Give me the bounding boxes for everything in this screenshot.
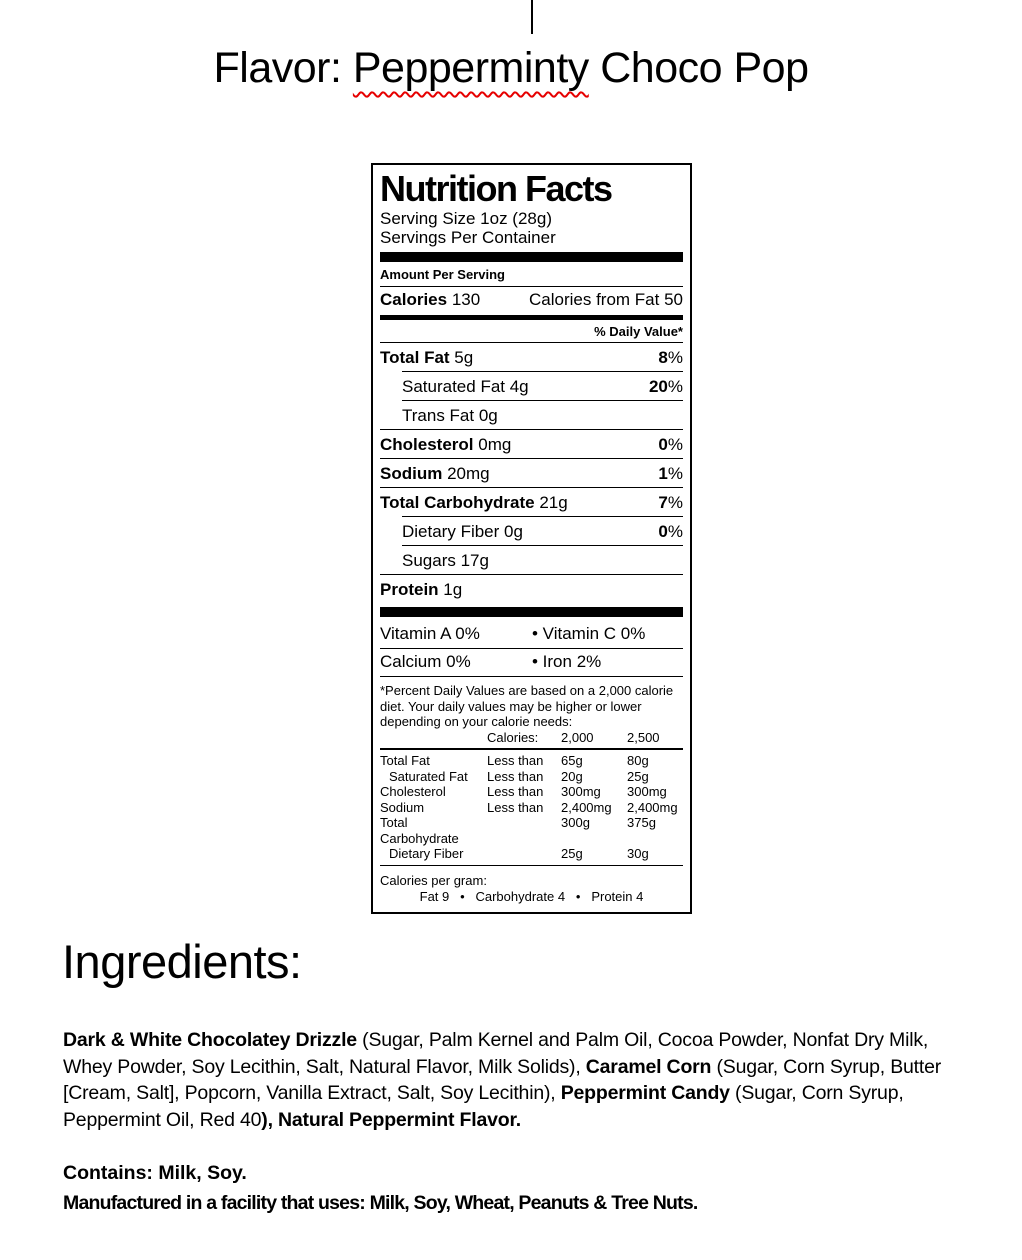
misspelled-word[interactable]: Pepperminty (352, 44, 589, 92)
nutrient-row (380, 487, 683, 516)
ingredient-segment: Caramel Corn (585, 1055, 712, 1078)
nutrient-row (402, 371, 683, 400)
page-title[interactable] (0, 40, 1022, 96)
footnote-qualifier: Less than (487, 753, 544, 768)
footnote-value-2500: 30g (627, 846, 649, 861)
calories-per-gram-label: Calories per gram: (380, 872, 487, 888)
nutrient-row (402, 516, 683, 545)
divider-thick (380, 252, 683, 262)
nutrient-name-value: Trans Fat 0g (402, 406, 498, 425)
nutrient-daily-value: 1% (658, 464, 683, 483)
text-caret (531, 0, 533, 34)
nutrient-name-value: Total Fat 5g (380, 348, 474, 367)
ingredient-segment: (Sugar, Palm Kernel and Palm Oil, Cocoa Powder, Nonfat Dry Milk, Whey Powder, Soy Lecithin, Salt, Natural Flavor, Milk Solids), (63, 1029, 929, 1078)
footnote-table-row (380, 784, 683, 800)
footnote-qualifier (487, 815, 561, 846)
footnote-nutrient: Cholesterol (380, 784, 446, 799)
nutrient-row (402, 545, 683, 574)
vitamin-right: • Vitamin C 0% (532, 624, 646, 643)
nutrient-daily-value: 8% (658, 348, 683, 367)
footnote-table-row (380, 753, 683, 769)
title-prefix: Flavor: (213, 44, 353, 92)
nutrient-daily-value: 20% (648, 377, 683, 396)
footnote-header-row (380, 730, 683, 746)
nutrition-facts-title: Nutrition Facts (380, 168, 612, 209)
footnote-value-2000: 20g (561, 768, 583, 784)
nutrient-name-value: Sodium 20mg (380, 464, 490, 483)
footnote-qualifier: Less than (487, 784, 544, 799)
calories-row (380, 287, 683, 313)
footnote-value-2000: 65g (561, 753, 583, 768)
daily-value-footnote: *Percent Daily Values are based on a 2,000 calorie diet. Your daily values may be higher or lower depending on your calorie needs: (380, 683, 674, 729)
ingredient-segment: Peppermint Candy (560, 1082, 730, 1104)
vitamin-right: • Iron 2% (532, 652, 602, 671)
footnote-nutrient: Total Carbohydrate (380, 815, 459, 846)
nutrient-row (380, 574, 683, 603)
footnote-value-2500: 2,400mg (627, 799, 678, 815)
footnote-nutrient: Dietary Fiber (389, 846, 464, 861)
vitamin-row (380, 621, 683, 649)
vitamin-rows (380, 621, 683, 677)
footnote-col-2500: 2,500 (627, 729, 660, 745)
footnote-value-2000: 2,400mg (561, 799, 612, 815)
footnote-value-2000: 300g (561, 815, 590, 830)
footnote-table-row (380, 800, 683, 816)
ingredient-segment: ), Natural Peppermint Flavor. (261, 1108, 521, 1131)
nutrient-name-value: Protein 1g (380, 580, 463, 599)
footnote-value-2500: 375g (627, 815, 656, 830)
calories-value: Calories 130 (380, 290, 481, 309)
vitamin-left: Calcium 0% (380, 652, 471, 671)
footnote-value-2500: 80g (627, 753, 649, 768)
nutrient-name-value: Saturated Fat 4g (402, 377, 529, 396)
footnote-qualifier: Less than (487, 799, 544, 815)
nutrient-rows (380, 343, 683, 603)
footnote-nutrient: Saturated Fat (389, 768, 468, 784)
divider-thick (380, 607, 683, 617)
nutrient-name-value: Sugars 17g (402, 551, 489, 570)
ingredient-segment: (Sugar, Corn Syrup, Peppermint Oil, Red 40 (63, 1082, 904, 1131)
footnote-table-row (380, 846, 683, 862)
ingredient-segment: Dark & White Chocolatey Drizzle (63, 1029, 357, 1051)
divider-double (380, 748, 683, 750)
facility-line[interactable]: Manufactured in a facility that uses: Milk, Soy, Wheat, Peanuts & Tree Nuts. (63, 1192, 698, 1214)
footnote-nutrient: Sodium (380, 799, 425, 815)
nutrient-row (380, 429, 683, 458)
vitamin-left: Vitamin A 0% (380, 624, 480, 643)
footnote-qualifier: Less than (487, 768, 544, 784)
calories-per-gram-detail: Fat 9 • Carbohydrate 4 • Protein 4 (419, 888, 644, 904)
vitamin-row (380, 649, 683, 677)
nutrient-daily-value: 0% (658, 435, 683, 454)
footnote-table (380, 753, 683, 862)
footnote-value-2500: 25g (627, 768, 649, 784)
amount-per-serving: Amount Per Serving (380, 266, 683, 287)
daily-value-header: % Daily Value* (380, 322, 683, 343)
nutrient-row (380, 343, 683, 371)
footnote-table-row (380, 769, 683, 785)
ingredient-segment: (Sugar, Corn Syrup, Butter [Cream, Salt], Popcorn, Vanilla Extract, Salt, Soy Lecithin), (63, 1055, 942, 1104)
divider-thin (380, 865, 683, 866)
servings-per-container: Servings Per Container (380, 228, 556, 247)
serving-size: Serving Size 1oz (28g) (380, 209, 552, 228)
contains-line[interactable]: Contains: Milk, Soy. (63, 1162, 247, 1184)
footnote-value-2000: 300mg (561, 784, 601, 799)
nutrient-name-value: Cholesterol 0mg (380, 435, 512, 454)
nutrient-name-value: Total Carbohydrate 21g (380, 493, 568, 512)
footnote-col-2000: 2,000 (561, 729, 594, 745)
nutrient-row (380, 458, 683, 487)
nutrient-row (402, 400, 683, 429)
divider-medium (380, 315, 683, 320)
footnote-qualifier (487, 846, 561, 862)
ingredients-paragraph[interactable] (63, 1027, 977, 1133)
footnote-value-2500: 300mg (627, 784, 667, 799)
nutrition-facts-label[interactable] (371, 163, 692, 914)
footnote-value-2000: 25g (561, 846, 583, 861)
title-suffix: Choco Pop (588, 44, 809, 92)
calories-from-fat: Calories from Fat 50 (529, 290, 683, 309)
nutrient-daily-value: 7% (658, 493, 683, 512)
ingredients-heading[interactable]: Ingredients: (62, 935, 302, 988)
nutrient-daily-value: 0% (658, 522, 683, 541)
nutrient-name-value: Dietary Fiber 0g (402, 522, 523, 541)
footnote-calories-label: Calories: (487, 729, 539, 745)
footnote-table-row (380, 815, 683, 846)
footnote-nutrient: Total Fat (380, 753, 430, 768)
